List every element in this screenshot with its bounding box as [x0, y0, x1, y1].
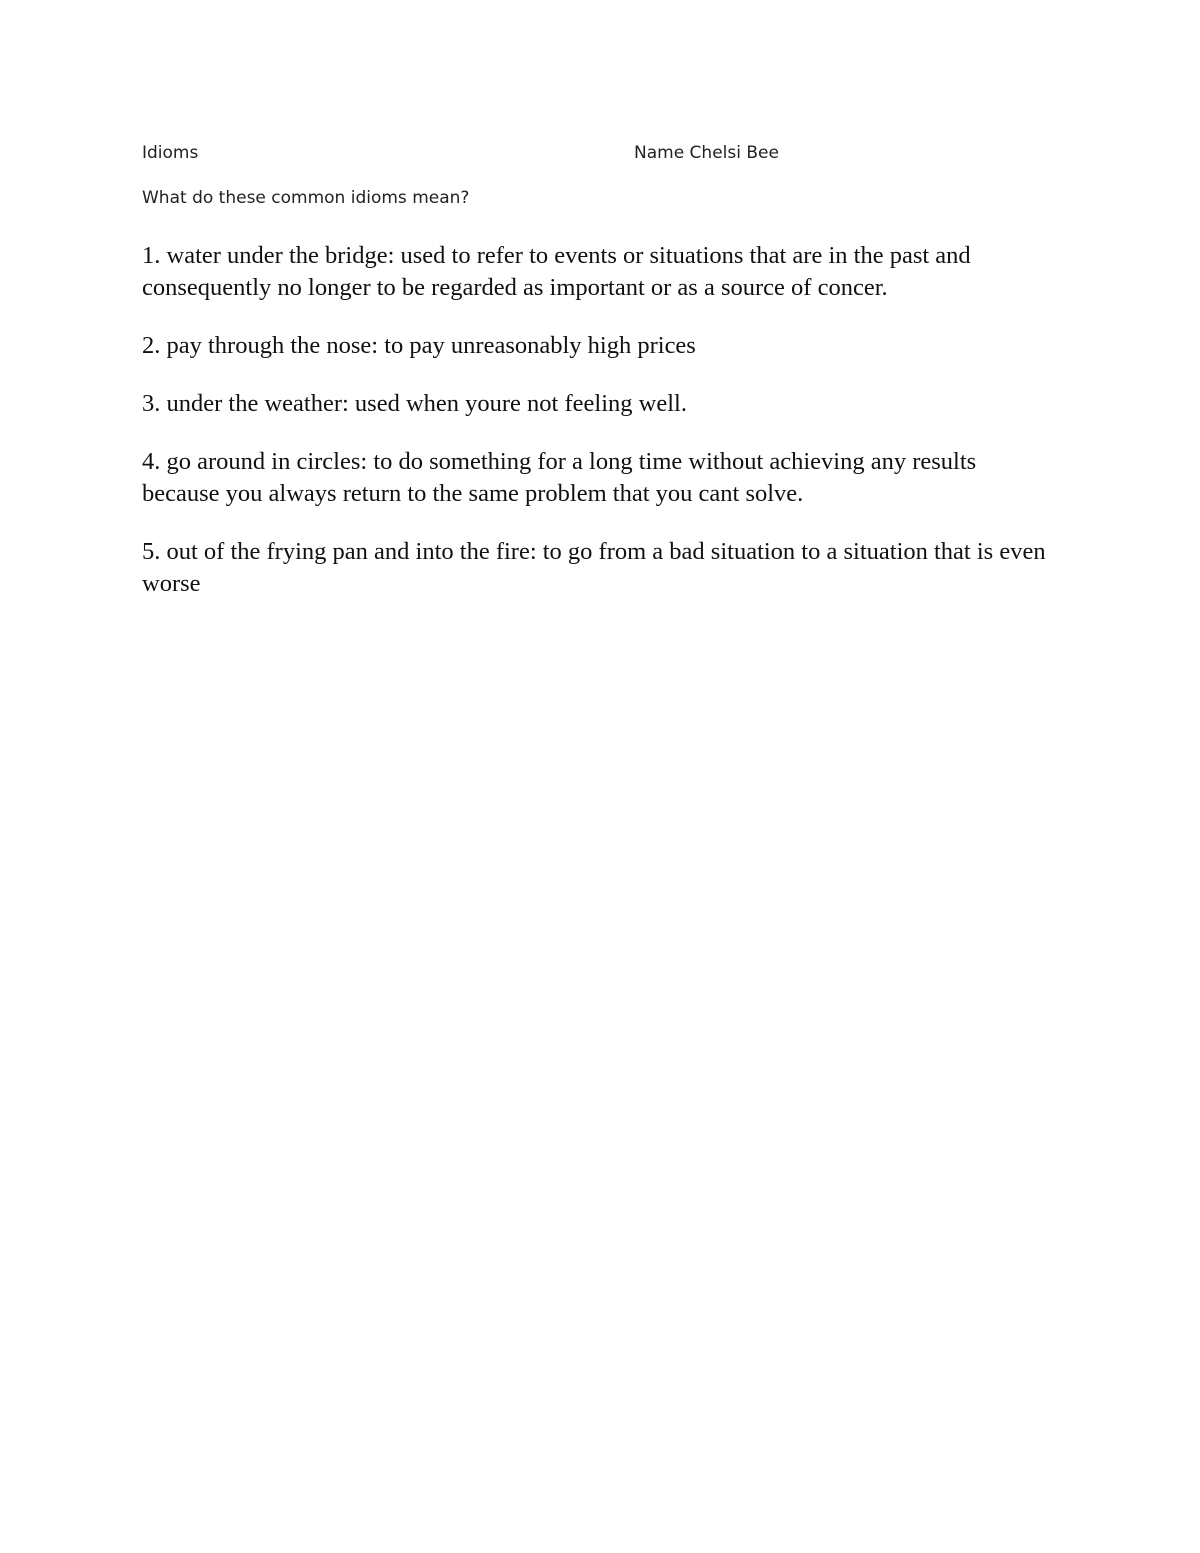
idiom-list [142, 240, 1057, 626]
student-name: Name Chelsi Bee [634, 143, 779, 163]
instructions-text: What do these common idioms mean? [142, 188, 470, 208]
document-title: Idioms [142, 143, 199, 163]
idiom-item-5: 5. out of the frying pan and into the fire: to go from a bad situation to a situation that is even worse [142, 538, 1046, 597]
idiom-item-4: 4. go around in circles: to do something for a long time without achieving any results because you always return to the same problem that you cant solve. [142, 448, 977, 507]
document-header [142, 143, 1042, 169]
idiom-item-2: 2. pay through the nose: to pay unreasonably high prices [142, 332, 696, 359]
idiom-item-1: 1. water under the bridge: used to refer to events or situations that are in the past and consequently no longer to be regarded as important or as a source of concer. [142, 242, 971, 301]
idiom-item-3: 3. under the weather: used when youre not feeling well. [142, 390, 687, 417]
